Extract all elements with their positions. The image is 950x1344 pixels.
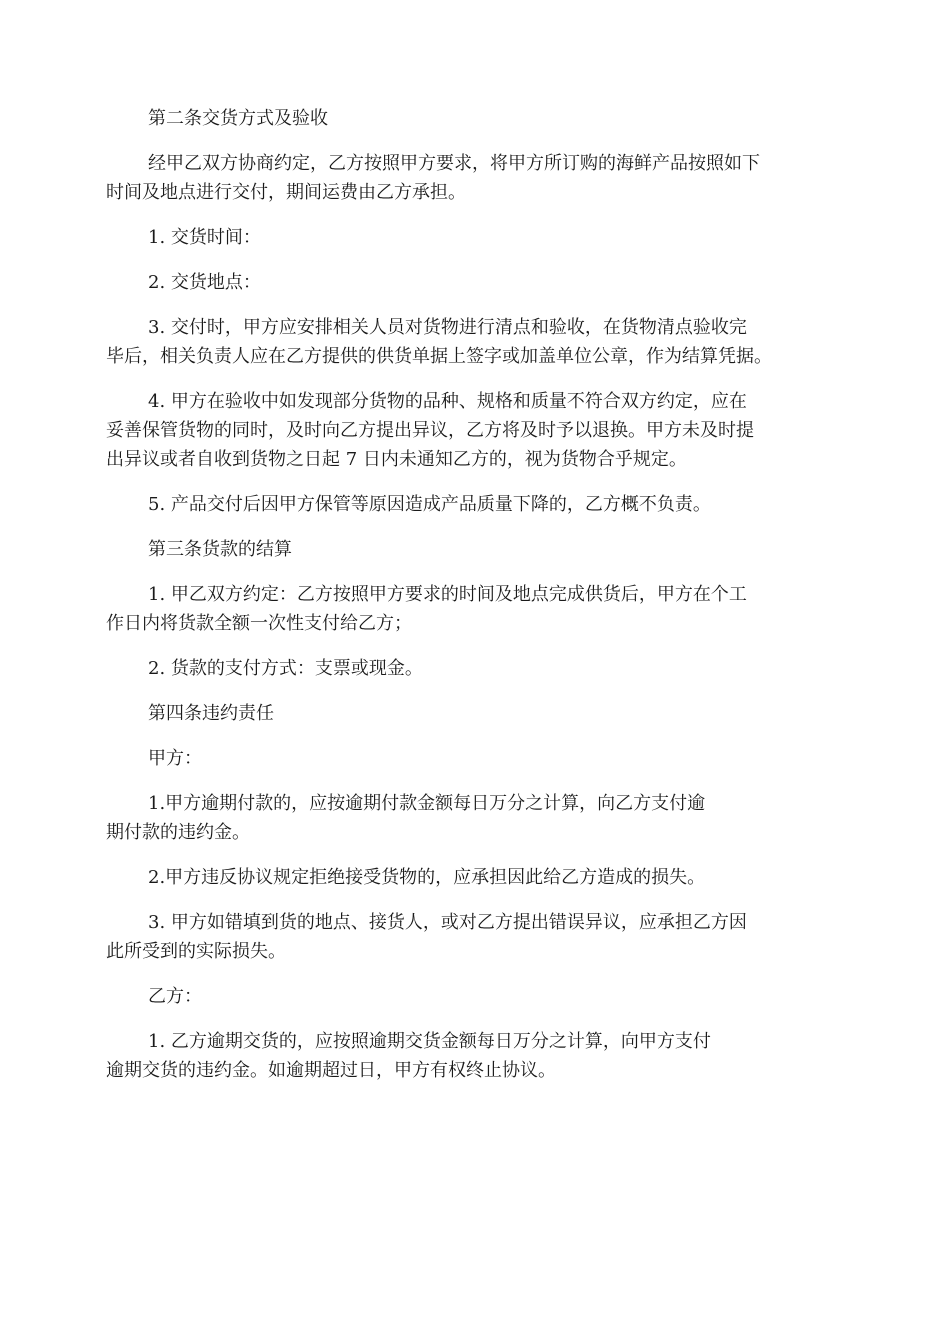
paragraph-line: 作日内将货款全额一次性支付给乙方； — [106, 613, 412, 634]
document-paragraph — [106, 149, 850, 207]
paragraph-line: 2.甲方违反协议规定拒绝接受货物的，应承担因此给乙方造成的损失。 — [148, 867, 706, 888]
paragraph-line: 妥善保管货物的同时，及时向乙方提出异议，乙方将及时予以退换。甲方未及时提 — [106, 420, 754, 441]
document-page — [106, 104, 850, 1101]
document-paragraph — [106, 908, 850, 966]
document-paragraph — [106, 863, 850, 892]
document-paragraph — [106, 268, 850, 297]
document-paragraph — [106, 313, 850, 371]
document-paragraph — [106, 223, 850, 252]
paragraph-line: 1.甲方逾期付款的，应按逾期付款金额每日万分之计算，向乙方支付逾 — [148, 793, 706, 814]
paragraph-line: 乙方： — [148, 986, 202, 1007]
paragraph-line: 出异议或者自收到货物之日起 7 日内未通知乙方的，视为货物合乎规定。 — [106, 449, 687, 470]
paragraph-line: 毕后，相关负责人应在乙方提供的供货单据上签字或加盖单位公章，作为结算凭据。 — [106, 346, 772, 367]
paragraph-line: 时间及地点进行交付，期间运费由乙方承担。 — [106, 182, 466, 203]
paragraph-line: 2. 交货地点： — [148, 272, 261, 293]
document-paragraph — [106, 104, 850, 133]
paragraph-line: 3. 交付时，甲方应安排相关人员对货物进行清点和验收，在货物清点验收完 — [148, 317, 747, 338]
paragraph-line: 经甲乙双方协商约定，乙方按照甲方要求，将甲方所订购的海鲜产品按照如下 — [148, 153, 760, 174]
paragraph-line: 期付款的违约金。 — [106, 822, 250, 843]
document-paragraph — [106, 490, 850, 519]
document-paragraph — [106, 580, 850, 638]
document-paragraph — [106, 699, 850, 728]
paragraph-line: 甲方： — [148, 748, 202, 769]
paragraph-line: 逾期交货的违约金。如逾期超过日，甲方有权终止协议。 — [106, 1060, 556, 1081]
paragraph-line: 此所受到的实际损失。 — [106, 941, 286, 962]
paragraph-line: 1. 交货时间： — [148, 227, 261, 248]
paragraph-line: 第四条违约责任 — [148, 703, 274, 724]
document-paragraph — [106, 535, 850, 564]
paragraph-line: 2. 货款的支付方式：支票或现金。 — [148, 658, 423, 679]
paragraph-line: 4. 甲方在验收中如发现部分货物的品种、规格和质量不符合双方约定，应在 — [148, 391, 747, 412]
document-paragraph — [106, 789, 850, 847]
document-paragraph — [106, 744, 850, 773]
document-paragraph — [106, 387, 850, 474]
paragraph-line: 第三条货款的结算 — [148, 539, 292, 560]
document-paragraph — [106, 982, 850, 1011]
paragraph-line: 5. 产品交付后因甲方保管等原因造成产品质量下降的，乙方概不负责。 — [148, 494, 711, 515]
paragraph-line: 1. 乙方逾期交货的，应按照逾期交货金额每日万分之计算，向甲方支付 — [148, 1031, 711, 1052]
document-paragraph — [106, 654, 850, 683]
paragraph-line: 第二条交货方式及验收 — [148, 108, 328, 129]
paragraph-line: 3. 甲方如错填到货的地点、接货人，或对乙方提出错误异议，应承担乙方因 — [148, 912, 747, 933]
paragraph-line: 1. 甲乙双方约定：乙方按照甲方要求的时间及地点完成供货后，甲方在个工 — [148, 584, 747, 605]
document-paragraph — [106, 1027, 850, 1085]
